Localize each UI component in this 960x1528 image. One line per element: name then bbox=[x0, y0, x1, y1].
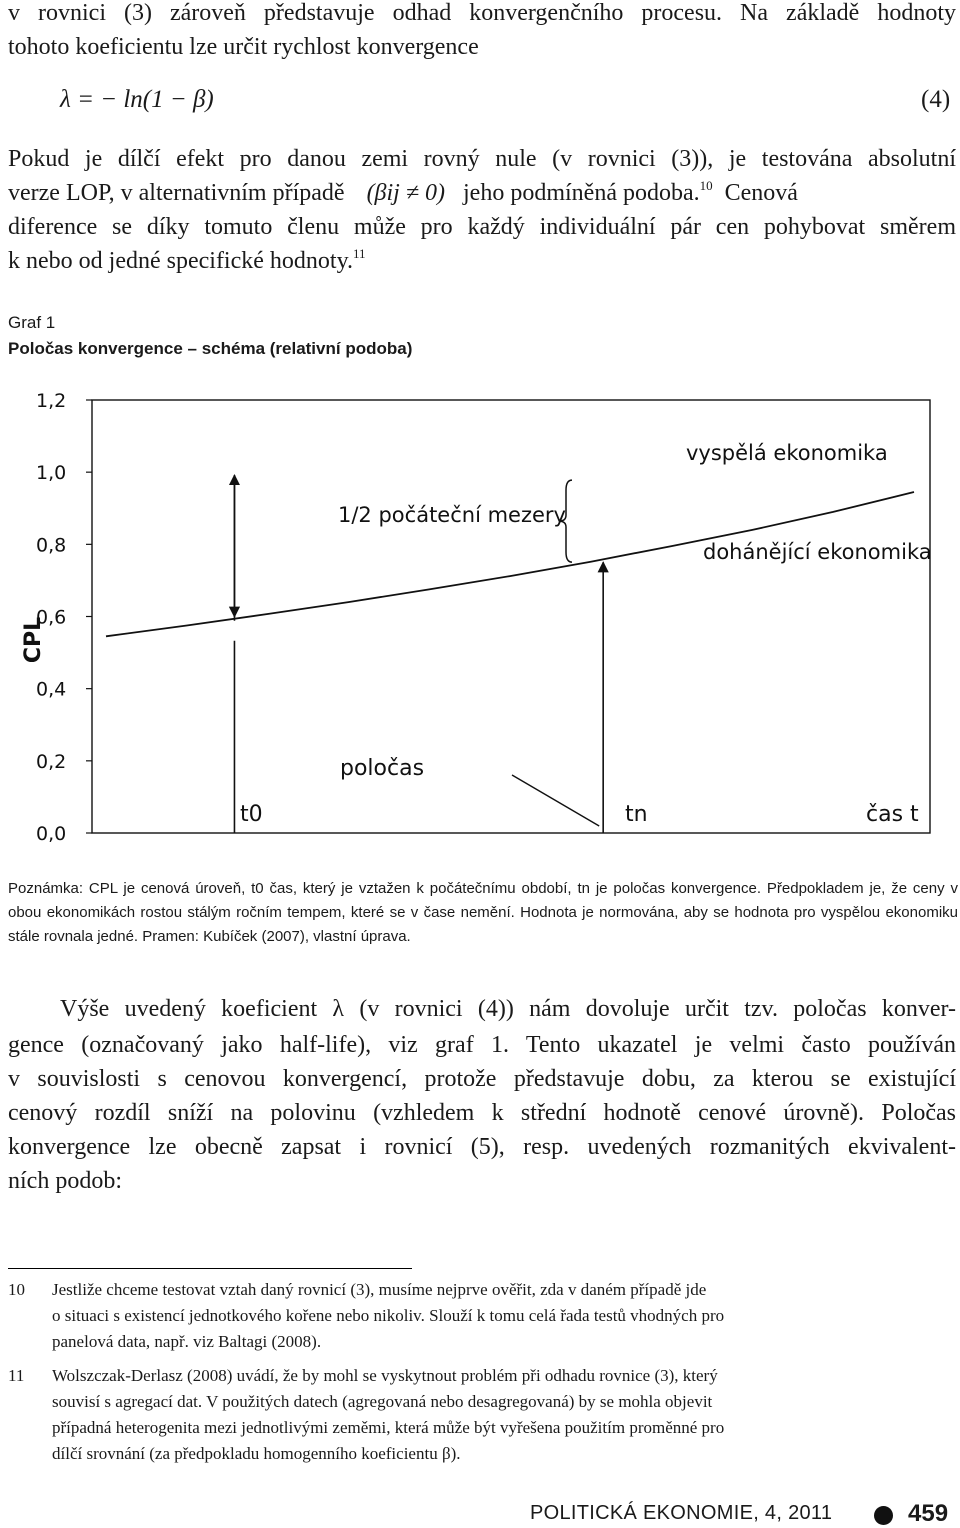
figure-title: Poločas konvergence – schéma (relativní podoba) bbox=[8, 339, 413, 358]
body-line-3: Pokud je dílčí efekt pro danou zemi rovný nule (v rovnici (3)), je testována absolutní bbox=[8, 146, 956, 172]
polocas-pointer bbox=[512, 775, 599, 826]
body-line-4-start: verze LOP, v alternativním případě bbox=[8, 180, 345, 206]
y-tick-label: 0,4 bbox=[36, 678, 67, 701]
body-line-6 bbox=[8, 248, 366, 275]
y-tick-label: 0,2 bbox=[36, 750, 67, 773]
y-tick-label: 0,6 bbox=[36, 606, 67, 629]
body-line-1: v rovnici (3) zároveň představuje odhad konvergenčního procesu. Na základě hodnoty bbox=[8, 0, 956, 26]
paragraph-line-6: ních podob: bbox=[8, 1168, 122, 1194]
paragraph-line-3: v souvislosti s cenovou konvergencí, protože představuje dobu, za kterou se existující bbox=[8, 1066, 956, 1092]
footnote-11-line-4: dílčí srovnání (za předpokladu homogenního koeficientu β). bbox=[52, 1444, 461, 1463]
paragraph-line-1: Výše uvedený koeficient λ (v rovnici (4)) nám dovoluje určit tzv. poločas konver- bbox=[60, 996, 956, 1022]
footnote-ref-11[interactable]: 11 bbox=[353, 246, 366, 261]
footnote-11-number: 11 bbox=[8, 1366, 25, 1385]
figure-note: Poznámka: CPL je cenová úroveň, t0 čas, který je vztažen k počátečnímu období, tn je poločas konvergence. Předpokladem je, že ceny v obou ekonomikách rostou stálým ročním tempem, které se v čase nemění. Hodnota je normována, aby se hodnota pro vyspělou ekonomiku stále rovnala jedné. Pramen: Kubíček (2007), vlastní úprava. bbox=[8, 880, 958, 945]
label-polovina-mezery: 1/2 počáteční mezery bbox=[338, 503, 566, 527]
footnote-10-number: 10 bbox=[8, 1280, 25, 1299]
half-life-chart bbox=[0, 380, 960, 850]
paragraph-line-2: gence (označovaný jako half-life), viz graf 1. Tento ukazatel je velmi často používán bbox=[8, 1032, 956, 1058]
footnote-10-line-3: panelová data, např. viz Baltagi (2008). bbox=[52, 1332, 322, 1351]
footnote-10-line-1: Jestliže chceme testovat vztah daný rovnicí (3), musíme nejprve ověřit, zda v daném případě jde bbox=[52, 1280, 707, 1299]
body-line-2: tohoto koeficientu lze určit rychlost konvergence bbox=[8, 34, 479, 60]
y-tick-label: 1,2 bbox=[36, 390, 67, 412]
footnote-rule bbox=[8, 1268, 412, 1269]
label-cas-t: čas t bbox=[866, 802, 919, 827]
y-tick-label: 1,0 bbox=[36, 462, 67, 485]
paragraph-line-4: cenový rozdíl sníží na polovinu (vzhledem k střední hodnotě cenové úrovně). Poločas bbox=[8, 1100, 956, 1126]
label-polocas: poločas bbox=[340, 756, 425, 781]
footnote-11-line-1: Wolszczak-Derlasz (2008) uvádí, že by mohl se vyskytnout problém při odhadu rovnice (3), který bbox=[52, 1366, 718, 1385]
y-tick-label: 0,8 bbox=[36, 534, 67, 557]
footnote-11-line-3: případná heterogenita mezi jednotlivými zeměmi, která může být vyřešena použitím proměnné pro bbox=[52, 1418, 725, 1437]
journal-name: POLITICKÁ EKONOMIE, 4, 2011 bbox=[530, 1502, 833, 1524]
y-tick-label: 0,0 bbox=[36, 823, 67, 845]
label-dohanejici-ekonomika: dohánějící ekonomika bbox=[703, 540, 932, 564]
paragraph-line-5: konvergence lze obecně zapsat i rovnicí (5), resp. uvedených rozmanitých ekvivalent- bbox=[8, 1134, 956, 1160]
figure-label: Graf 1 bbox=[8, 313, 56, 332]
equation-4-number: (4) bbox=[921, 86, 951, 113]
label-vyspela-ekonomika: vyspělá ekonomika bbox=[686, 441, 888, 465]
body-line-5: diference se díky tomuto členu může pro každý individuální pár cen pohybovat směrem bbox=[8, 214, 956, 240]
page-number: 459 bbox=[908, 1500, 949, 1527]
equation-4: λ = − ln(1 − β) bbox=[60, 86, 214, 113]
body-line-4-mid: jeho podmíněná podoba. bbox=[463, 180, 700, 206]
label-t0: t0 bbox=[240, 802, 263, 827]
body-line-4-end: Cenová bbox=[724, 180, 798, 206]
y-axis-label: CPL bbox=[21, 616, 46, 664]
label-tn: tn bbox=[625, 802, 648, 827]
footnote-11-line-2: souvisí s agregací dat. V použitých datech (agregovaná nebo desagregovaná) by se mohla objevit bbox=[52, 1392, 713, 1411]
body-line-6-text: k nebo od jedné specifické hodnoty. bbox=[8, 248, 354, 274]
beta-condition: (βij ≠ 0) bbox=[366, 180, 446, 206]
footnote-ref-10[interactable]: 10 bbox=[699, 178, 713, 193]
footnote-10-line-2: o situaci s existencí jednotkového kořene nebo nikoliv. Slouží k tomu celá řada testů vhodných pro bbox=[52, 1306, 725, 1325]
footer-bullet-icon bbox=[874, 1506, 893, 1525]
body-line-4 bbox=[8, 180, 956, 207]
